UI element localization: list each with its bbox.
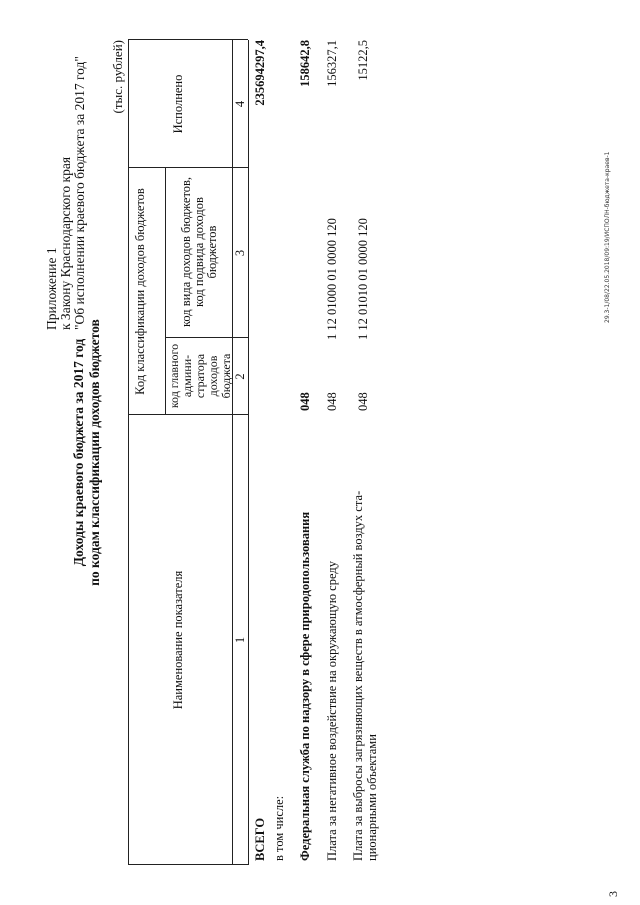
row-service-admin: 048 [298,392,312,411]
header-admin-code: код главного админи-стратора доходов бюджета [167,343,233,409]
col-number-1: 1 [233,636,247,644]
units-label: (тыс. рублей) [110,40,125,114]
row-service-value: 158642,8 [298,40,312,87]
row-emissions-name-line-1: Плата за выбросы загрязняющих веществ в атмосферный воздух ста- [351,490,365,861]
row-service-name: Федеральная служба по надзору в сфере природопользования [298,511,312,861]
row-negative-impact-name: Плата за негативное воздействие на окружающую среду [325,561,339,861]
row-negative-impact-admin: 048 [325,392,339,411]
table-right-border [128,39,248,40]
document-reference: 29.3-1/08/22.05.2018/09:19/ИСПОЛН-бюджета-краев-1 [604,151,611,323]
appendix-line-1: Приложение 1 [44,247,59,330]
header-code-group: Код классификации доходов бюджетов [133,188,147,395]
header-income-code: код вида доходов бюджетов, код подвида доходов бюджетов [179,176,219,328]
row-emissions-value: 15122,5 [356,40,370,81]
header-name: Наименование показателя [171,570,185,710]
col-number-3: 3 [233,249,247,257]
row-negative-impact-code: 1 12 01000 01 0000 120 [325,218,339,340]
header-executed: Исполнено [171,74,185,134]
title-line-1: Доходы краевого бюджета за 2017 год [71,338,86,567]
row-emissions-code: 1 12 01010 01 0000 120 [356,218,370,340]
table-header-bottom [248,40,249,865]
row-emissions-name-line-2: ционарными объектами [365,734,379,861]
col3-divider [128,167,248,168]
appendix-line-2: к Закону Краснодарского края [58,156,73,330]
row-total-name: ВСЕГО [253,817,267,861]
col-number-4: 4 [233,100,247,108]
row-total-value: 235694297,4 [253,40,267,106]
page-number: 3 [606,891,620,897]
table-left-border [128,864,248,865]
code-group-divider [165,168,166,415]
appendix-line-3: "Об исполнении краевого бюджета за 2017 год" [72,56,87,330]
row-including-label: в том числе: [272,795,286,861]
row-negative-impact-value: 156327,1 [325,40,339,87]
title-line-2: по кодам классификации доходов бюджетов [87,319,102,586]
table-top-border [128,40,129,865]
col1-divider [128,414,248,415]
row-emissions-admin: 048 [356,392,370,411]
col-number-2: 2 [233,373,247,380]
